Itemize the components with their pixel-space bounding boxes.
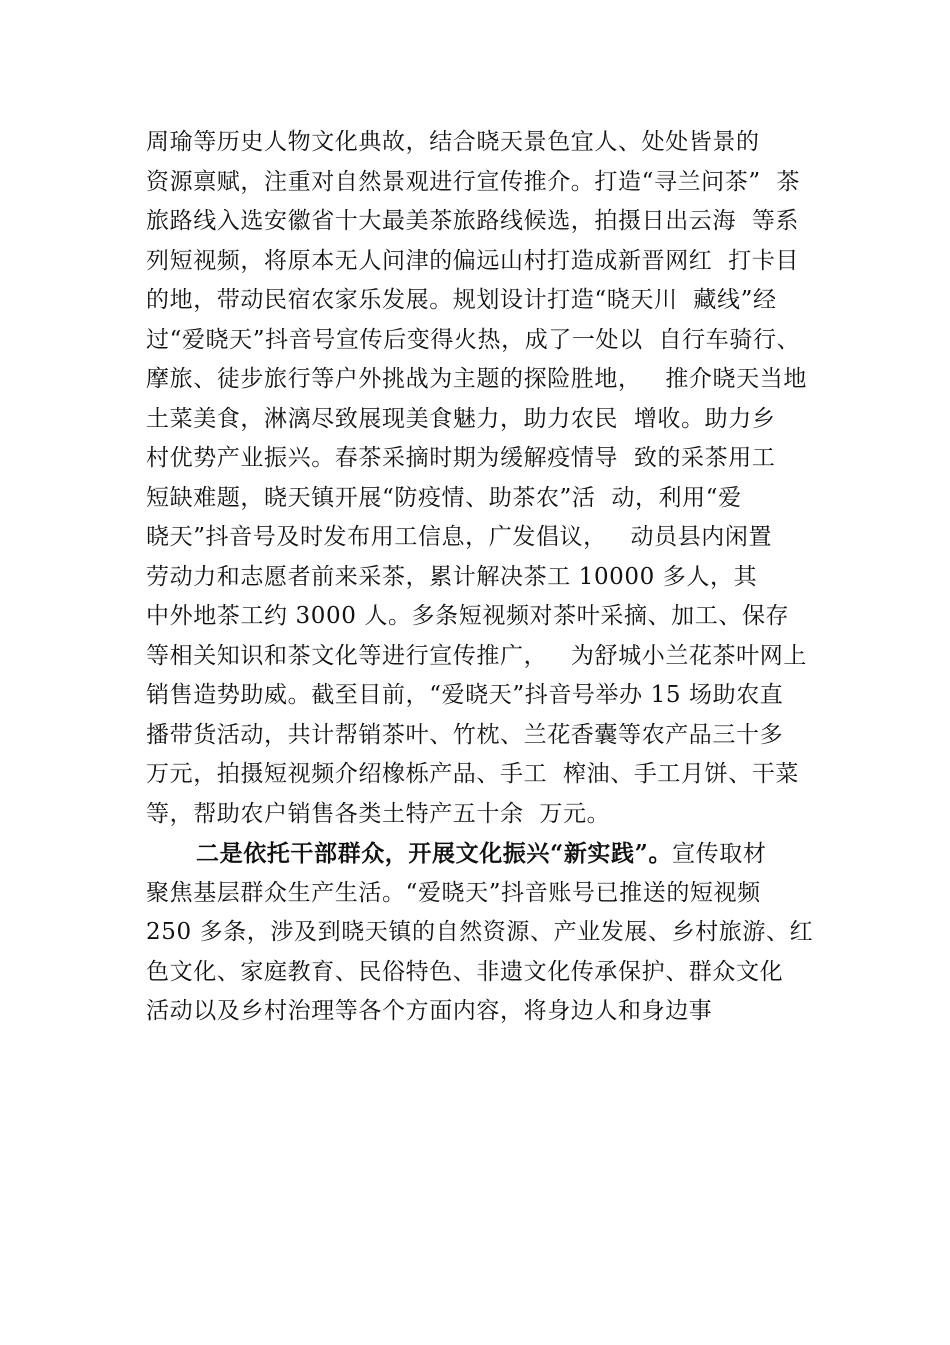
- text-line: 聚焦基层群众生产生活。“爱晓天”抖音账号已推送的短视频: [146, 879, 761, 906]
- text-line: 劳动力和志愿者前来采茶，累计解决茶工 10000 多人，其: [146, 563, 758, 590]
- text-line: 过“爱晓天”抖音号宣传后变得火热，成了一处以 自行车骑行、: [146, 326, 801, 353]
- paragraph-1: [146, 123, 846, 834]
- text-line: 资源禀赋，注重对自然景观进行宣传推介。打造“寻兰问茶” 茶: [146, 168, 801, 195]
- text-line: 摩旅、徒步旅行等户外挑战为主题的探险胜地， 推介晓天当地: [146, 366, 807, 392]
- text-line: 晓天”抖音号及时发布用工信息，广发倡议， 动员县内闲置: [146, 524, 773, 550]
- text-line: 短缺难题，晓天镇开展“防疫情、助茶农”活 动，利用“爱: [146, 484, 742, 511]
- paragraph-heading: 二是依托干部群众，开展文化振兴“新实践”。: [196, 840, 673, 867]
- text-line: 旅路线入选安徽省十大最美茶旅路线候选，拍摄日出云海 等系: [146, 208, 800, 234]
- body-text: [146, 123, 846, 1032]
- paragraph-2: [146, 834, 846, 1032]
- text-line: 色文化、家庭教育、民俗特色、非遗文化传承保护、群众文化: [146, 958, 784, 985]
- text-line: 250 多条，涉及到晓天镇的自然资源、产业发展、乡村旅游、红: [146, 919, 814, 945]
- paragraph-2-first-line-rest: 宣传取材: [672, 841, 767, 867]
- text-line: 播带货活动，共计帮销茶叶、竹枕、兰花香囊等农产品三十多: [146, 721, 784, 748]
- text-line: 销售造势助威。截至目前，“爱晓天”抖音号举办 15 场助农直: [146, 682, 784, 708]
- text-line: 活动以及乡村治理等各个方面内容，将身边人和身边事: [146, 998, 713, 1024]
- text-line: 中外地茶工约 3000 人。多条短视频对茶叶采摘、加工、保存: [146, 603, 790, 629]
- text-line: 列短视频，将原本无人问津的偏远山村打造成新晋网红 打卡目: [146, 247, 800, 274]
- text-line: 等相关知识和茶文化等进行宣传推广， 为舒城小兰花茶叶网上: [146, 642, 807, 669]
- text-line: 万元，拍摄短视频介绍橡栎产品、手工 榨油、手工月饼、干菜: [146, 761, 800, 787]
- text-line: 土菜美食，淋漓尽致展现美食魅力，助力农民 增收。助力乡: [146, 405, 776, 432]
- text-line: 等，帮助农户销售各类土特产五十余 万元。: [146, 800, 611, 827]
- text-line: 村优势产业振兴。春茶采摘时期为缓解疫情导 致的采茶用工: [146, 445, 776, 471]
- paragraph-2-first-line: [146, 834, 846, 874]
- text-line: 的地，带动民宿农家乐发展。规划设计打造“晓天川 藏线”经: [146, 287, 777, 313]
- text-line: 周瑜等历史人物文化典故，结合晓天景色宜人、处处皆景的: [146, 129, 760, 155]
